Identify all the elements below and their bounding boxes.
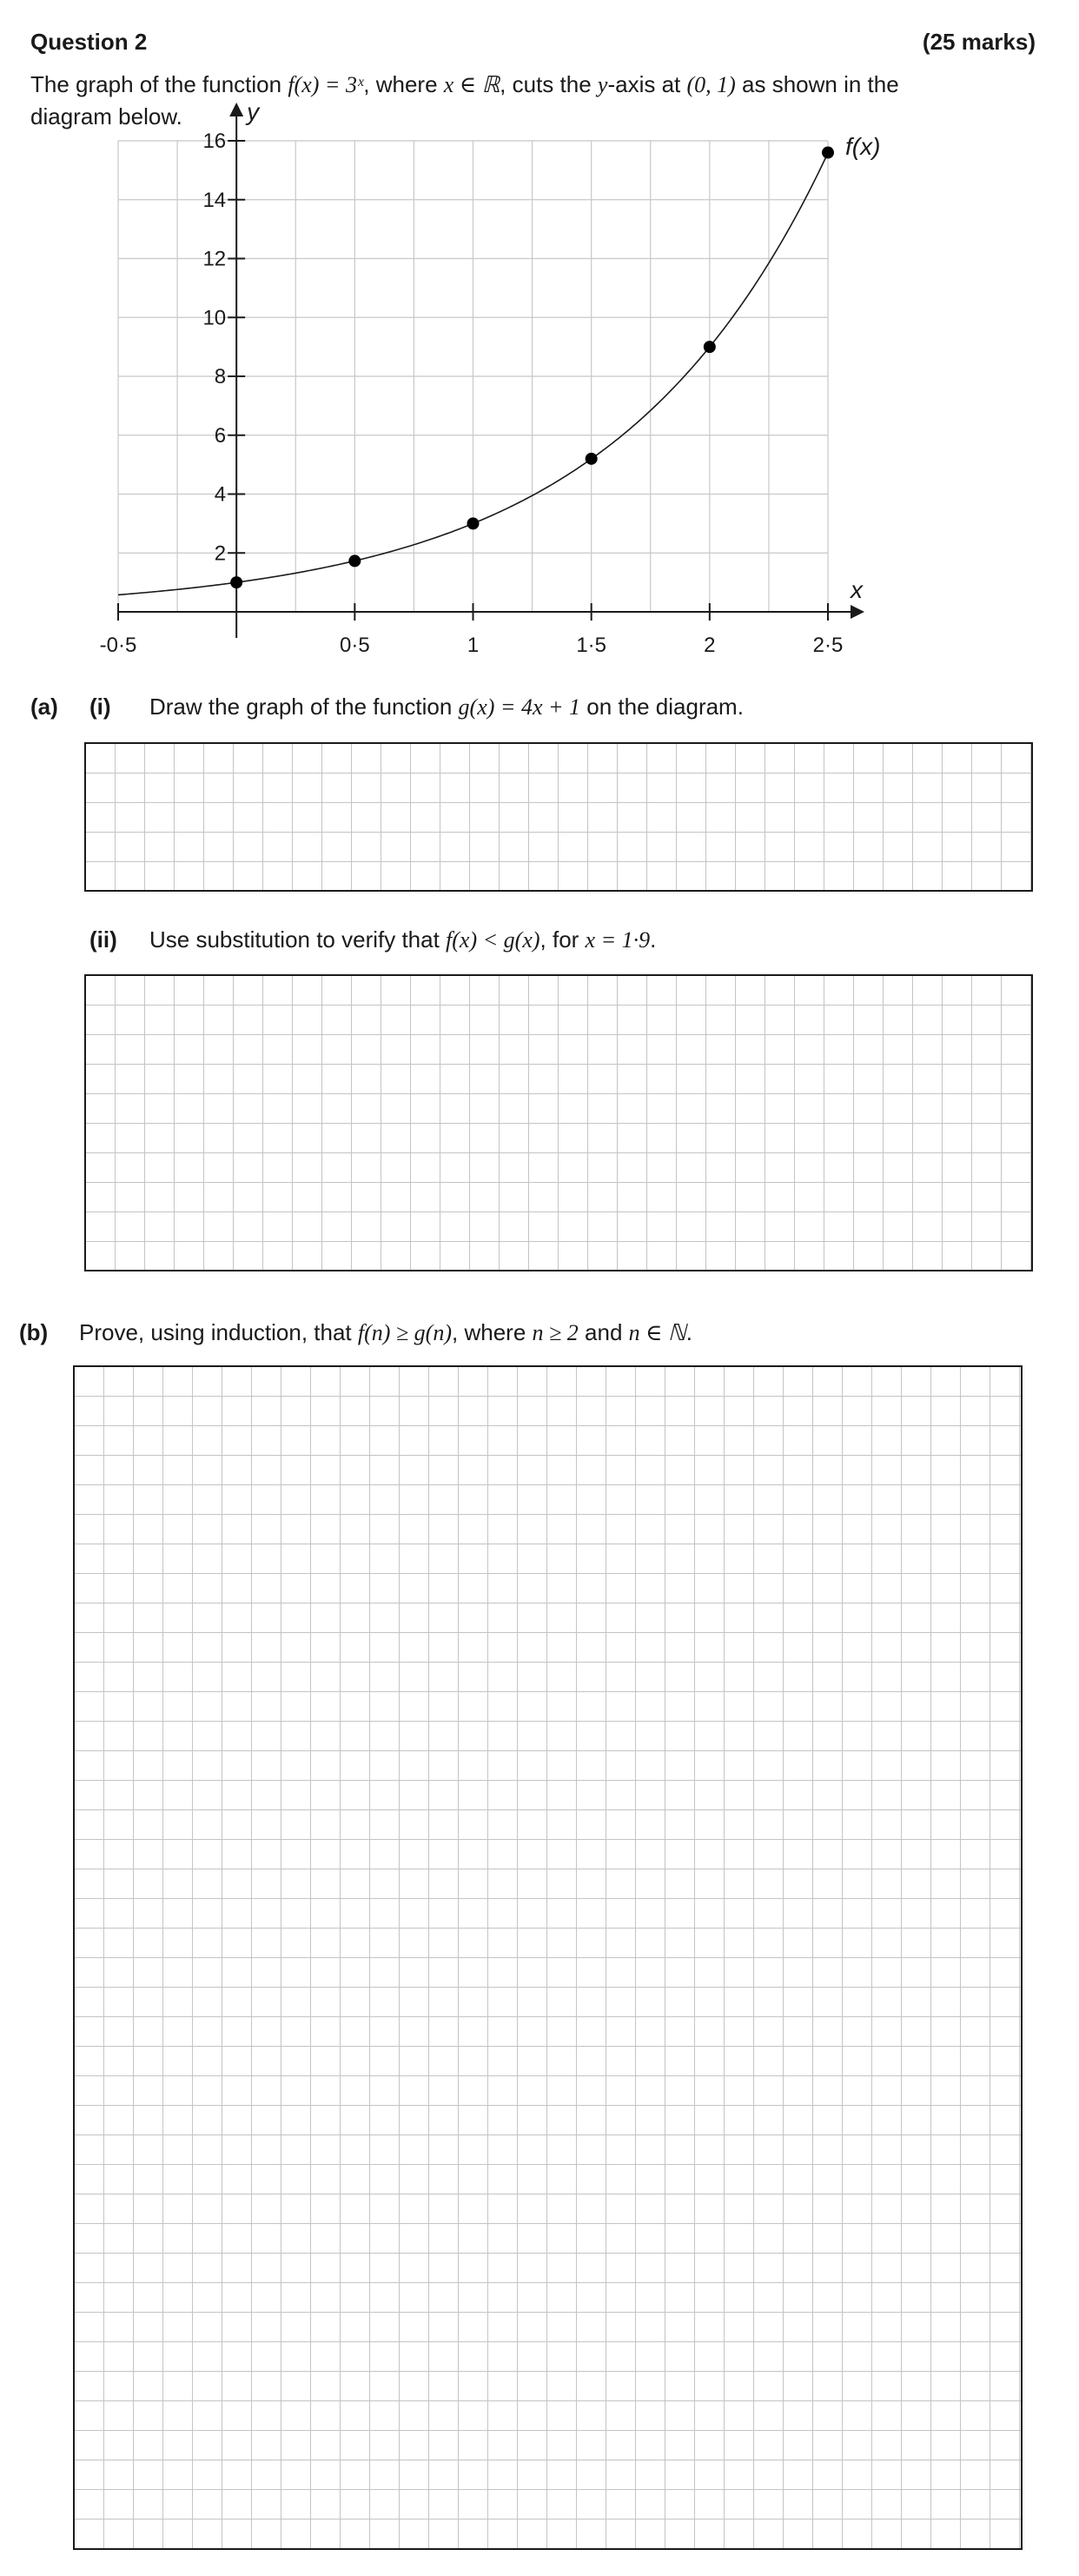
marks-label: (25 marks) <box>922 29 1036 55</box>
y-axis-label: y <box>247 98 260 125</box>
data-point <box>704 341 716 353</box>
part-a-i-label: (i) <box>89 694 111 720</box>
y-tick-label: 12 <box>202 247 227 271</box>
axis-variable: y <box>597 72 608 97</box>
function-definition: f(x) = 3ˣ <box>288 72 364 97</box>
g-function-expression: g(x) = 4x + 1 <box>458 694 581 720</box>
question-text: and <box>578 1319 629 1345</box>
part-a-i-question <box>149 695 744 719</box>
n-domain: n ∈ ℕ <box>628 1320 686 1345</box>
chart-labels <box>245 98 880 603</box>
x-tick-label: 1·5 <box>576 634 607 657</box>
intro-line-2: diagram below. <box>30 103 182 129</box>
x-tick-label: 0·5 <box>339 634 370 657</box>
answer-box-a-i[interactable] <box>84 742 1033 892</box>
answer-box-b[interactable] <box>73 1365 1023 2550</box>
question-text: , where <box>452 1319 533 1345</box>
y-tick-label: 6 <box>214 423 227 448</box>
x-value-expression: x = 1·9 <box>585 927 651 953</box>
y-tick-label: 4 <box>214 482 227 507</box>
chart-ticks <box>100 129 844 657</box>
part-a-label: (a) <box>30 694 58 720</box>
question-text: Draw the graph of the function <box>149 694 459 720</box>
data-point <box>586 453 598 465</box>
function-graph <box>0 96 1079 669</box>
data-point <box>822 147 834 159</box>
question-text: Use substitution to verify that <box>149 926 447 953</box>
question-text: on the diagram. <box>580 694 744 720</box>
y-tick-label: 2 <box>214 541 227 566</box>
part-a-ii-label: (ii) <box>89 926 117 953</box>
induction-inequality: f(n) ≥ g(n) <box>357 1320 453 1345</box>
question-title: Question 2 <box>30 29 148 55</box>
data-point <box>348 554 361 567</box>
intro-text: The graph of the function <box>30 71 288 97</box>
curve-label: f(x) <box>845 132 881 160</box>
x-tick-label: 2·5 <box>812 634 844 657</box>
intro-text: -axis at <box>607 71 687 97</box>
y-tick-label: 10 <box>202 306 227 330</box>
chart-axes <box>118 110 857 638</box>
part-a-ii-question <box>149 928 656 952</box>
question-text: Prove, using induction, that <box>79 1319 358 1345</box>
intro-text: , where <box>363 71 444 97</box>
part-b-question <box>79 1321 692 1344</box>
y-tick-label: 16 <box>202 129 227 153</box>
inequality-expression: f(x) < g(x) <box>446 927 540 953</box>
question-text: . <box>650 926 657 953</box>
x-tick-label: 2 <box>704 634 716 657</box>
n-condition: n ≥ 2 <box>532 1320 579 1345</box>
intro-text: , cuts the <box>500 71 598 97</box>
x-tick-label: -0·5 <box>99 634 137 657</box>
intercept-point: (0, 1) <box>686 72 736 97</box>
y-tick-label: 14 <box>202 188 227 212</box>
intro-text: as shown in the <box>735 71 899 97</box>
question-text: , for <box>540 926 586 953</box>
question-text: . <box>685 1319 692 1345</box>
intro-line-1 <box>30 73 899 96</box>
data-point <box>467 517 480 529</box>
x-axis-label: x <box>851 576 863 603</box>
data-point <box>230 576 242 588</box>
domain-expression: x ∈ ℝ <box>443 72 500 97</box>
part-b-label: (b) <box>19 1319 49 1345</box>
y-tick-label: 8 <box>214 365 227 388</box>
answer-box-a-ii[interactable] <box>84 974 1033 1271</box>
x-tick-label: 1 <box>467 634 480 657</box>
